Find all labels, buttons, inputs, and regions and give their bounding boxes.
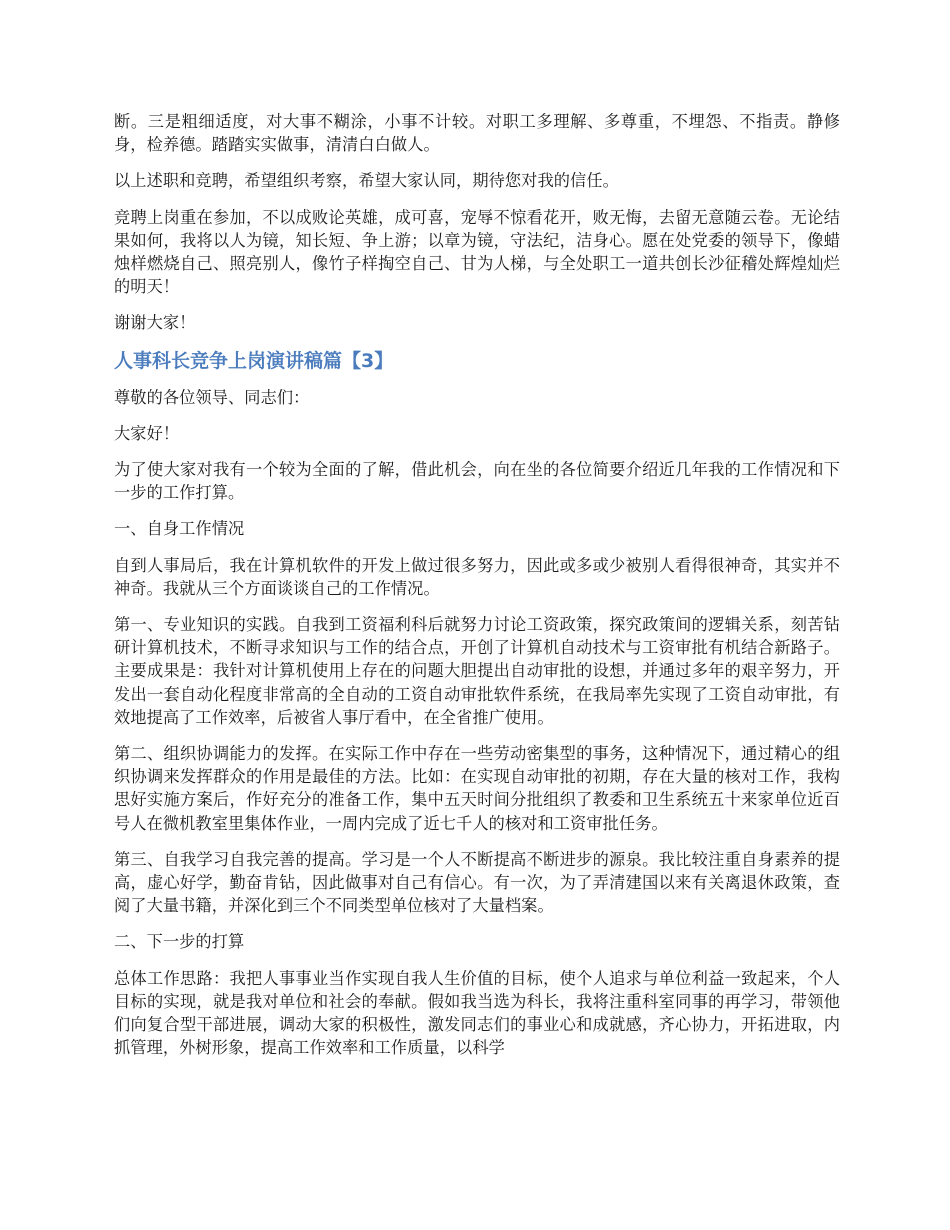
subheading: 二、下一步的打算 <box>114 932 245 952</box>
subheading: 一、自身工作情况 <box>114 519 245 539</box>
section-heading: 人事科长竞争上岗演讲稿篇【3】 <box>114 349 394 372</box>
paragraph: 以上述职和竞聘，希望组织考察，希望大家认同，期待您对我的信任。 <box>114 171 619 191</box>
document-body <box>114 110 840 1073</box>
paragraph: 竞聘上岗重在参加，不以成败论英雄，成可喜，宠辱不惊看花开，败无悔，去留无意随云卷。无论结果如何，我将以人为镜，知长短、争上游；以章为镜，守法纪，洁身心。愿在处党委的领导下，像蜡烛样燃烧自己、照亮别人，像竹子样掏空自己、甘为人梯，与全处职工一道共创长沙征稽处辉煌灿烂的明天！ <box>114 207 840 297</box>
paragraph: 第三、自我学习自我完善的提高。学习是一个人不断提高不断进步的源泉。我比较注重自身素养的提高，虚心好学，勤奋肯钻，因此做事对自己有信心。有一次，为了弄清建国以来有关离退休政策，查阅了大量书籍，并深化到三个不同类型单位核对了大量档案。 <box>114 849 840 916</box>
paragraph: 第一、专业知识的实践。自我到工资福利科后就努力讨论工资政策，探究政策间的逻辑关系，刻苦钻研计算机技术，不断寻求知识与工作的结合点，开创了计算机自动技术与工资审批有机结合新路子。主要成果是：我针对计算机使用上存在的问题大胆提出自动审批的设想，并通过多年的艰辛努力，开发出一套自动化程度非常高的全自动的工资自动审批软件系统，在我局率先实现了工资自动审批，有效地提高了工作效率，后被省人事厅看中，在全省推广使用。 <box>114 615 840 727</box>
paragraph: 第二、组织协调能力的发挥。在实际工作中存在一些劳动密集型的事务，这种情况下，通过精心的组织协调来发挥群众的作用是最佳的方法。比如：在实现自动审批的初期，存在大量的核对工作，我构思好实施方案后，作好充分的准备工作，集中五天时间分批组织了教委和卫生系统五十来家单位近百号人在微机教室里集体作业，一周内完成了近七千人的核对和工资审批任务。 <box>114 744 840 833</box>
paragraph: 谢谢大家！ <box>114 313 196 333</box>
greeting: 大家好！ <box>114 423 180 443</box>
paragraph: 总体工作思路：我把人事事业当作实现自我人生价值的目标，使个人追求与单位利益一致起来，个人目标的实现，就是我对单位和社会的奉献。假如我当选为科长，我将注重科室同事的再学习，带领他们向复合型干部进展，调动大家的积极性，激发同志们的事业心和成就感，齐心协力，开拓进取，内抓管理，外树形象，提高工作效率和工作质量，以科学 <box>114 968 840 1058</box>
paragraph: 断。三是粗细适度，对大事不糊涂，小事不计较。对职工多理解、多尊重，不埋怨、不指责。静修身，检养德。踏踏实实做事，清清白白做人。 <box>114 112 840 155</box>
salutation: 尊敬的各位领导、同志们： <box>114 387 310 407</box>
paragraph: 为了使大家对我有一个较为全面的了解，借此机会，向在坐的各位简要介绍近几年我的工作情况和下一步的工作打算。 <box>114 460 840 503</box>
paragraph: 自到人事局后，我在计算机软件的开发上做过很多努力，因此或多或少被别人看得很神奇，其实并不神奇。我就从三个方面谈谈自己的工作情况。 <box>114 555 840 598</box>
